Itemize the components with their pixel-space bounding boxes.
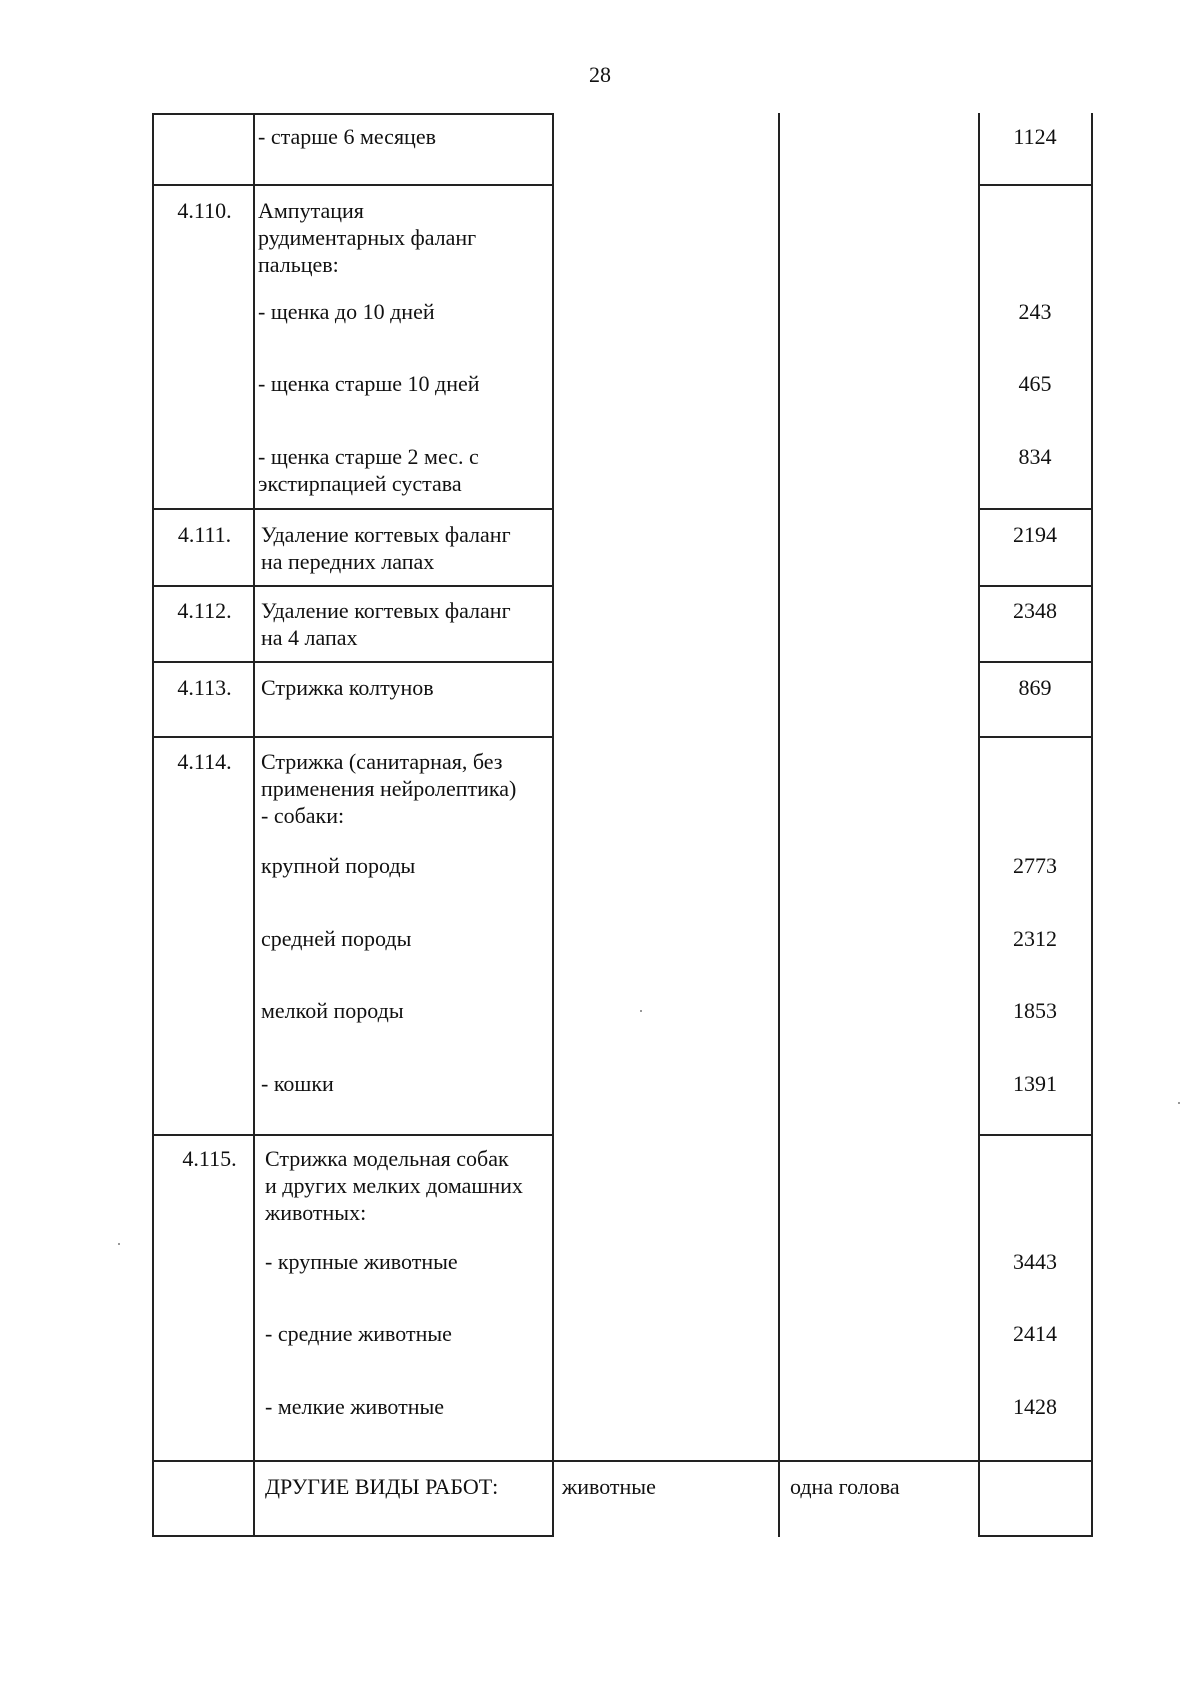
section-title-other-works: ДРУГИЕ ВИДЫ РАБОТ: <box>265 1474 499 1499</box>
unit-cell: одна голова <box>790 1474 900 1499</box>
row-separator <box>978 184 1093 186</box>
price-value: 243 <box>1018 299 1052 324</box>
page-number: 28 <box>589 62 611 87</box>
service-name-line: рудиментарных фаланг <box>258 225 477 250</box>
service-name-line: Ампутация <box>258 198 364 223</box>
row-separator <box>152 661 554 663</box>
service-name-line: - щенка старше 10 дней <box>258 371 480 396</box>
column-divider-code <box>253 113 255 1537</box>
service-name-line: на передних лапах <box>261 549 435 574</box>
price-value: 2194 <box>1013 522 1057 547</box>
category-cell: животные <box>562 1474 656 1499</box>
scan-speck <box>118 1243 120 1245</box>
table-bottom <box>978 1535 1093 1537</box>
column-divider-name <box>552 113 554 1537</box>
price-value: 1428 <box>1013 1394 1057 1419</box>
service-name-line: - средние животные <box>265 1321 452 1346</box>
service-name-line: - мелкие животные <box>265 1394 445 1419</box>
table-border-right <box>1091 113 1093 1537</box>
service-name-line: Стрижка (санитарная, без <box>261 749 503 774</box>
price-value: 465 <box>1018 371 1052 396</box>
service-name-line: и других мелких домашних <box>265 1173 523 1198</box>
service-code: 4.115. <box>182 1146 237 1171</box>
price-value: 869 <box>1018 675 1052 700</box>
scan-speck <box>640 1010 642 1012</box>
service-name-line: мелкой породы <box>261 998 404 1023</box>
service-name-line: на 4 лапах <box>261 625 358 650</box>
service-code: 4.114. <box>177 749 232 774</box>
scan-speck <box>1178 1102 1180 1104</box>
price-value: 834 <box>1018 444 1052 469</box>
service-name-line: Удаление когтевых фаланг <box>261 522 511 547</box>
price-value: 2773 <box>1013 853 1057 878</box>
service-name-line: - старше 6 месяцев <box>258 124 436 149</box>
row-separator <box>152 184 554 186</box>
service-name-line: Стрижка колтунов <box>261 675 434 700</box>
price-value: 1391 <box>1013 1071 1057 1096</box>
service-name-line: - собаки: <box>261 803 345 828</box>
row-separator <box>778 113 780 115</box>
row-separator <box>152 1134 554 1136</box>
service-name-line: Удаление когтевых фаланг <box>261 598 511 623</box>
price-value: 1853 <box>1013 998 1057 1023</box>
table-bottom <box>152 1535 554 1537</box>
column-divider-category <box>778 113 780 1537</box>
price-value: 3443 <box>1013 1249 1057 1274</box>
service-name-line: применения нейролептика) <box>261 776 517 801</box>
service-code: 4.112. <box>177 598 232 623</box>
service-name-line: экстирпацией сустава <box>258 471 462 496</box>
row-separator <box>152 585 554 587</box>
row-separator <box>152 1460 1093 1462</box>
service-name-line: - крупные животные <box>265 1249 458 1274</box>
service-name-line: Стрижка модельная собак <box>265 1146 509 1171</box>
service-name-line: - кошки <box>261 1071 334 1096</box>
service-name-line: крупной породы <box>261 853 416 878</box>
price-value: 2312 <box>1013 926 1057 951</box>
row-separator <box>152 736 554 738</box>
table-border-left <box>152 113 154 1537</box>
service-name-line: - щенка до 10 дней <box>258 299 435 324</box>
row-separator <box>978 585 1093 587</box>
service-name-line: пальцев: <box>258 252 339 277</box>
price-value: 1124 <box>1013 124 1057 149</box>
row-separator <box>152 113 554 115</box>
price-value: 2414 <box>1013 1321 1057 1346</box>
row-separator <box>152 508 554 510</box>
row-separator <box>978 508 1093 510</box>
service-code: 4.110. <box>177 198 232 223</box>
row-separator <box>978 736 1093 738</box>
price-value: 2348 <box>1013 598 1057 623</box>
service-code: 4.113. <box>177 675 232 700</box>
service-code: 4.111. <box>177 522 232 547</box>
row-separator <box>978 1134 1093 1136</box>
service-name-line: средней породы <box>261 926 412 951</box>
row-separator <box>978 661 1093 663</box>
service-name-line: - щенка старше 2 мес. с <box>258 444 479 469</box>
service-name-line: животных: <box>265 1200 367 1225</box>
